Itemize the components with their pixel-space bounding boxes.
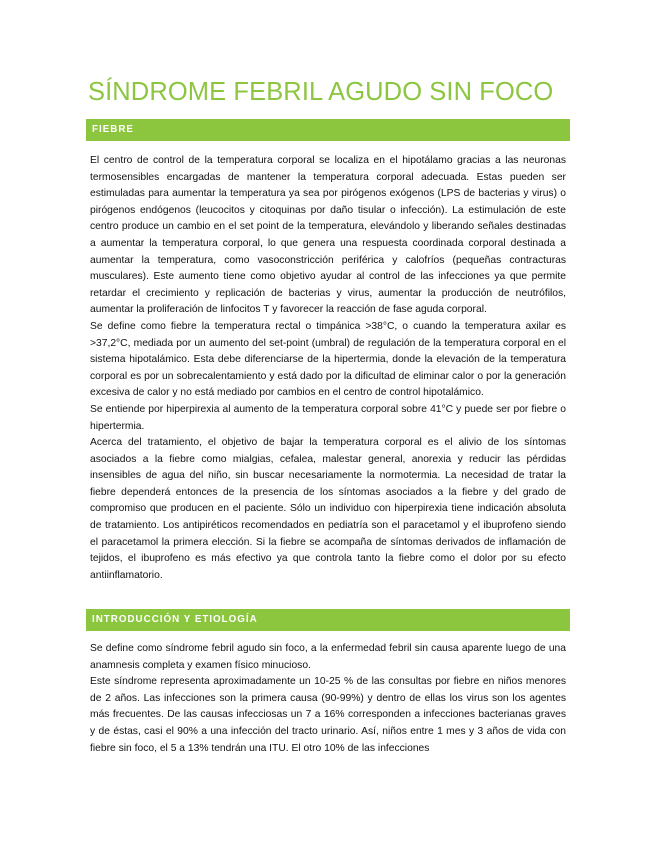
section-body-fiebre (90, 153, 566, 584)
paragraph: Este síndrome representa aproximadamente un 10-25 % de las consultas por fiebre en niños menores de 2 años. Las infecciones son la primera causa (90-99%) y dentro de ellas los virus son los agentes más frecuentes. De las causas infecciosas un 7 a 16% corresponden a infecciones bacterianas graves y de éstas, casi el 90% a una infección del tracto urinario. Así, niños entre 1 mes y 3 años de vida con fiebre sin foco, el 5 a 13% tendrán una ITU. El otro 10% de las infecciones (90, 676, 566, 754)
paragraph: Acerca del tratamiento, el objetivo de bajar la temperatura corporal es el alivio de los síntomas asociados a la fiebre como mialgias, cefalea, malestar general, anorexia y reducir las pérdidas insensibles de agua del niño, sin buscar necesariamente la normotermia. La necesidad de tratar la fiebre dependerá entonces de la presencia de los síntomas asociados a la fiebre y del grado de compromiso que producen en el paciente. Sólo un individuo con hiperpirexia tiene indicación absoluta de tratamiento. Los antipiréticos recomendados en pediatría son el paracetamol y el ibuprofeno siendo el paracetamol la primera elección. Si la fiebre se acompaña de síntomas derivados de inflamación de tejidos, el ibuprofeno es más efectivo ya que controla tanto la fiebre como el dolor por su efecto antiinflamatorio. (90, 437, 566, 581)
section-heading-introduccion: INTRODUCCIÓN Y ETIOLOGÍA (86, 609, 570, 631)
paragraph: Se entiende por hiperpirexia al aumento de la temperatura corporal sobre 41°C y puede ser por fiebre o hipertermia. (90, 403, 566, 432)
section-body-introduccion (90, 641, 566, 757)
section-heading-fiebre: FIEBRE (86, 119, 570, 141)
paragraph: Se define como fiebre la temperatura rectal o timpánica >38°C, o cuando la temperatura axilar es >37,2°C, mediada por un aumento del set-point (umbral) de regulación de la temperatura corporal en el sistema hipotalámico. Esta debe diferenciarse de la hipertermia, donde la elevación de la temperatura corporal es por un sobrecalentamiento y está dado por la dificultad de eliminar calor o por la generación excesiva de calor y no está mediado por cambios en el centro de control hipotalámico. (90, 320, 566, 399)
paragraph: El centro de control de la temperatura corporal se localiza en el hipotálamo gracias a las neuronas termosensibles encargadas de mantener la temperatura corporal adecuada. Estas pueden ser estimuladas para aumentar la temperatura ya sea por pirógenos exógenos (LPS de bacterias y virus) o pirógenos endógenos (leucocitos y citoquinas por daño tisular o infección). La estimulación de este centro produce un cambio en el set point de la temperatura, elevándolo y liberando señales destinadas a aumentar la temperatura corporal, lo que genera una respuesta coordinada corporal destinada a aumentar la temperatura, como vasoconstricción periférica y calofríos (pequeñas contracturas musculares). Este aumento tiene como objetivo ayudar al control de las infecciones ya que permite retardar el crecimiento y replicación de bacterias y virus, aumentar la producción de neutrófilos, aumentar la proliferación de linfocitos T y favorecer la reacción de fase aguda corporal. (90, 155, 566, 316)
document-title: SÍNDROME FEBRIL AGUDO SIN FOCO (88, 78, 554, 106)
paragraph: Se define como síndrome febril agudo sin foco, a la enfermedad febril sin causa aparente luego de una anamnesis completa y examen físico minucioso. (90, 643, 566, 671)
